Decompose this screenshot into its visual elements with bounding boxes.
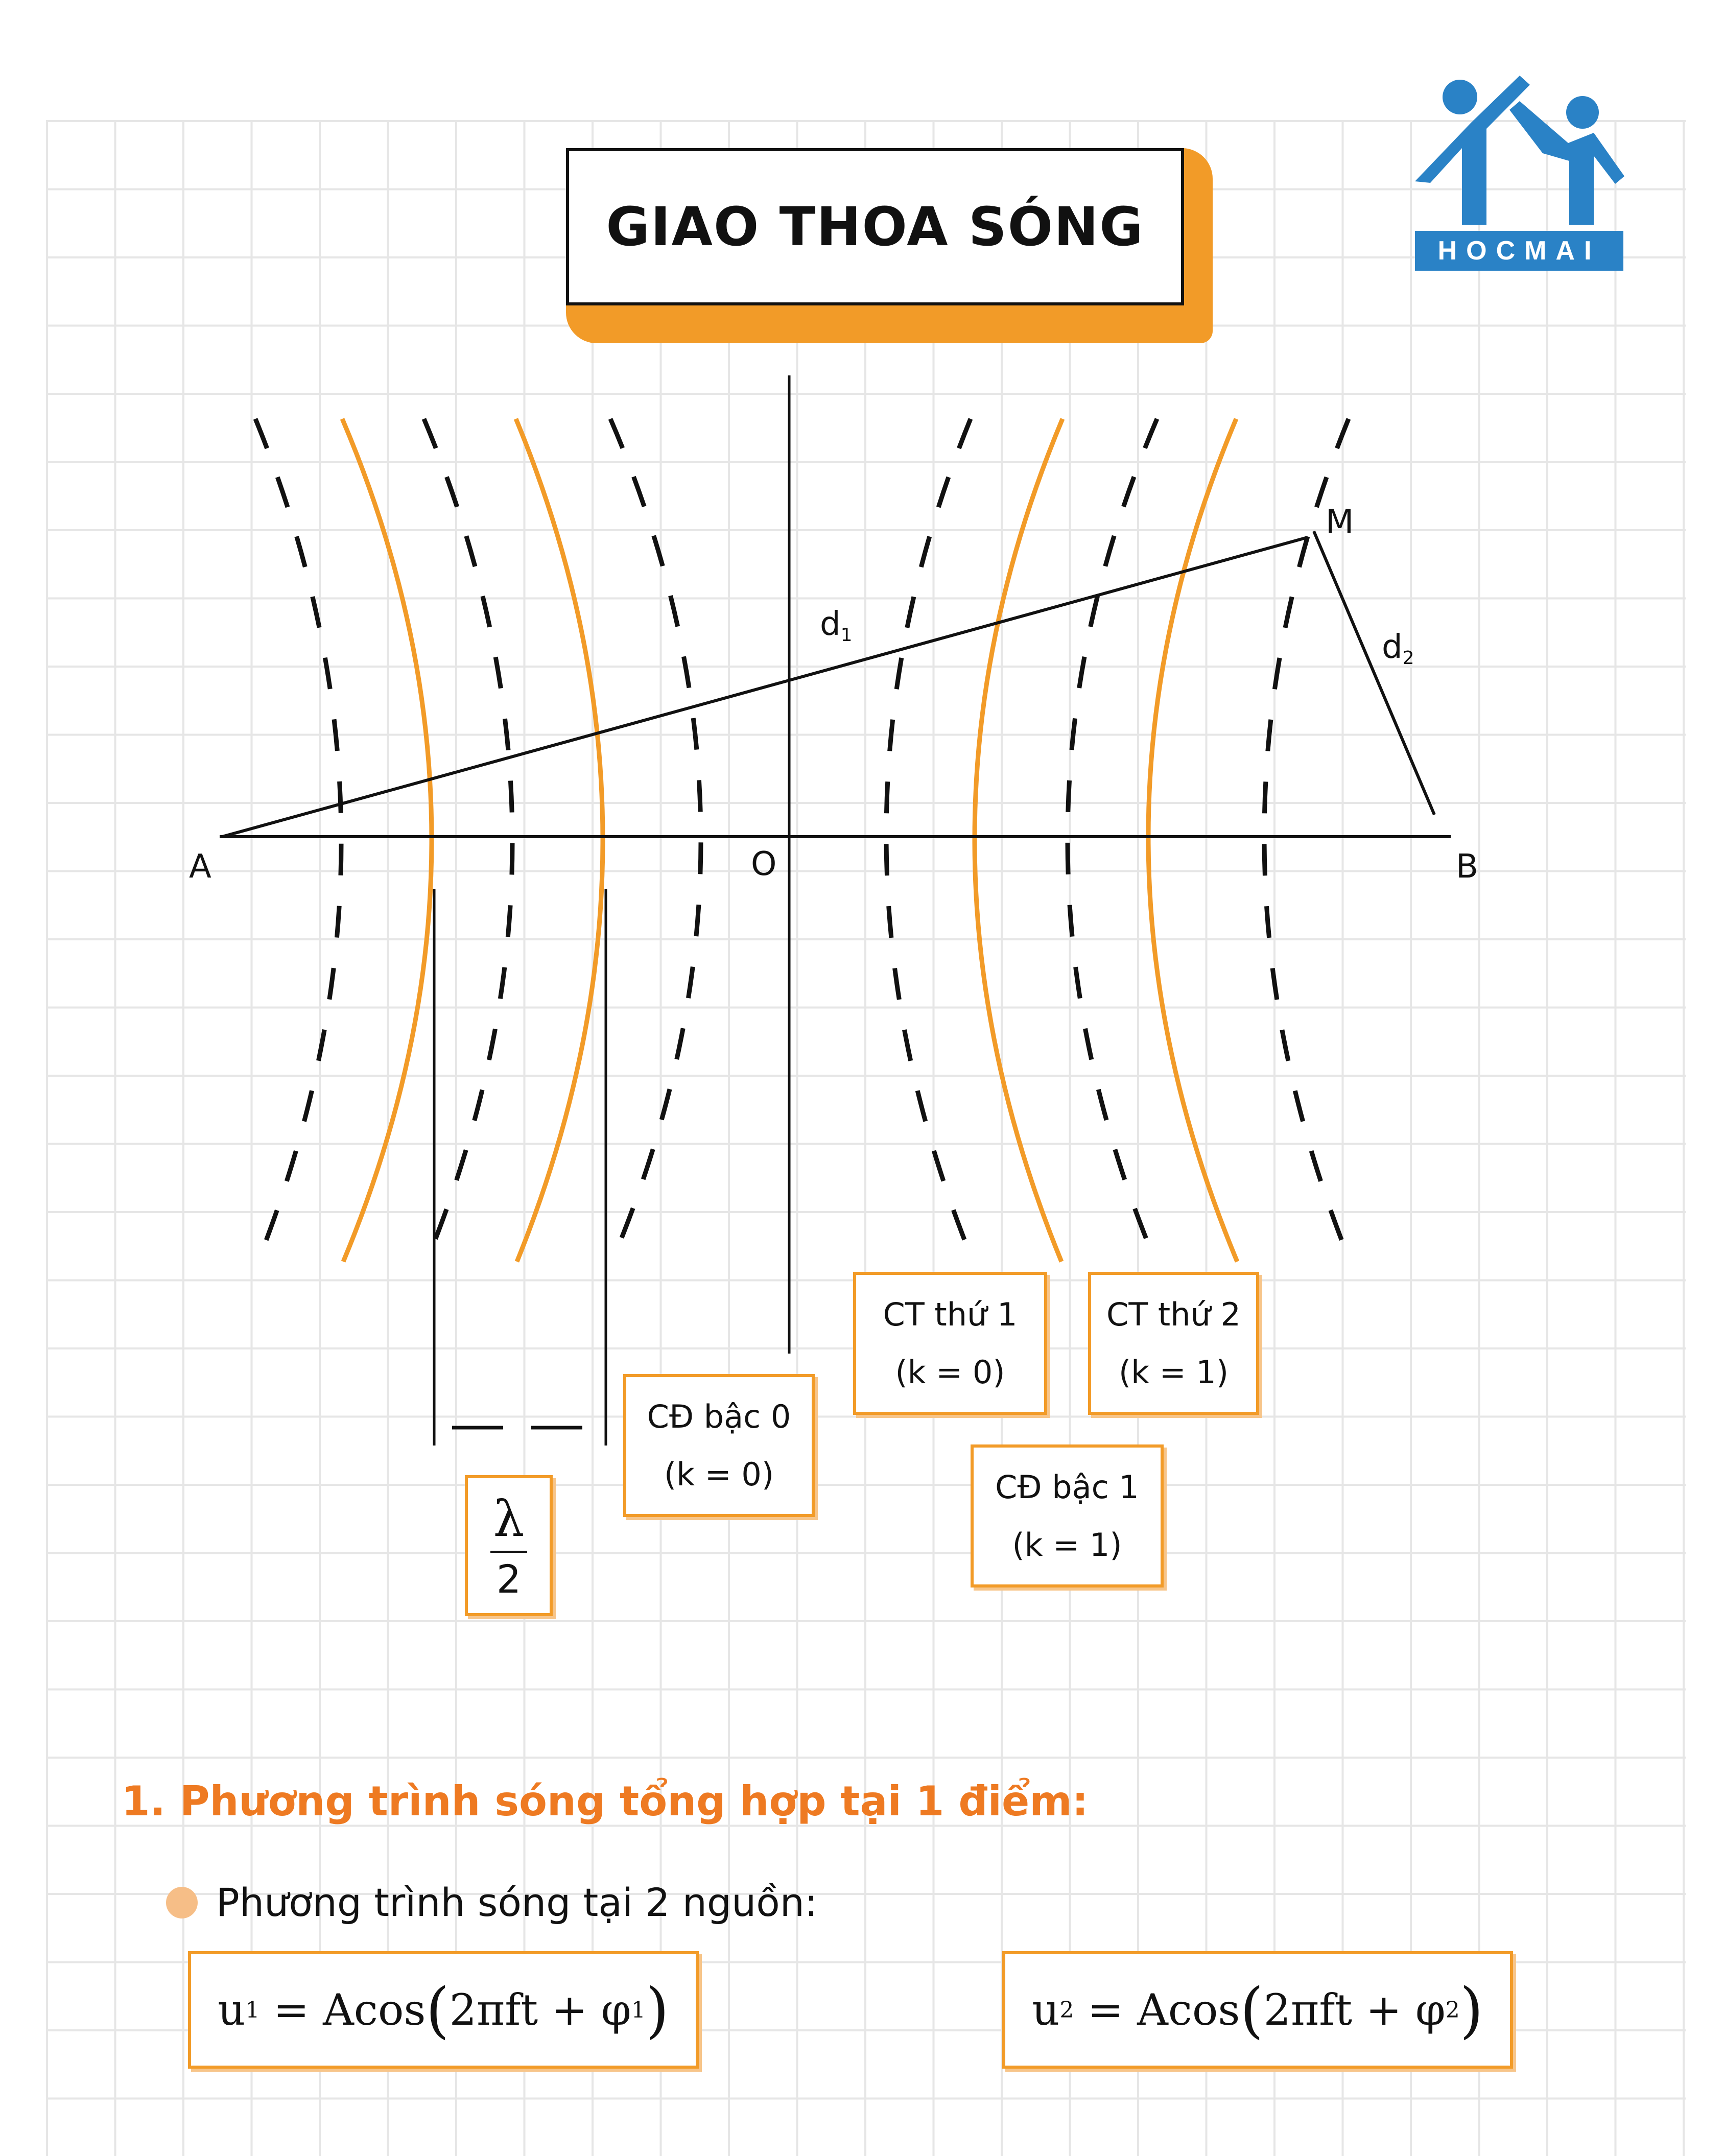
label-m: M — [1326, 503, 1354, 541]
label-d1-letter: d — [820, 605, 841, 643]
lambda-symbol: λ — [493, 1490, 525, 1548]
label-d2-letter: d — [1382, 628, 1403, 666]
logo-text: HOCMAI — [1415, 231, 1623, 271]
line-d2 — [1314, 531, 1434, 815]
antinode-curve-4 — [1148, 419, 1237, 1262]
node-curve-1 — [255, 419, 341, 1262]
node-curve-3 — [610, 419, 701, 1262]
box-antinode-order-0 — [623, 1374, 815, 1517]
antinode-curve-1 — [342, 419, 432, 1262]
half-lambda-box — [465, 1475, 553, 1616]
box-cd1-line2: (k = 1) — [1012, 1526, 1122, 1564]
antinode-curve-3 — [975, 419, 1062, 1262]
box-ct1-line2: (k = 0) — [895, 1354, 1005, 1391]
label-d2-sub: 2 — [1402, 648, 1414, 669]
u2-close-paren-icon: ) — [1459, 1975, 1483, 2045]
u1-open-paren-icon: ( — [426, 1975, 450, 2045]
u2-sub: 2 — [1059, 1997, 1074, 2023]
page-title: GIAO THOA SÓNG — [606, 196, 1144, 258]
u2-mid: = Acos — [1074, 1985, 1240, 2035]
node-curve-5 — [1068, 419, 1157, 1262]
bullet-text: Phương trình sóng tại 2 nguồn: — [216, 1880, 818, 1925]
box-ct2-line1: CT thứ 2 — [1106, 1295, 1241, 1333]
antinode-curve-2 — [516, 419, 603, 1262]
u1-var: u — [218, 1985, 246, 2035]
u1-sub: 1 — [245, 1997, 260, 2023]
label-a: A — [189, 848, 211, 886]
u1-inner: 2πft + φ — [449, 1985, 631, 2035]
label-o: O — [751, 845, 777, 883]
u2-phi-sub: 2 — [1445, 1997, 1460, 2023]
equation-u2 — [1002, 1951, 1513, 2069]
node-curve-4 — [886, 419, 973, 1262]
label-d2 — [1382, 628, 1414, 669]
label-d1 — [820, 605, 853, 646]
box-cd0-line2: (k = 0) — [664, 1456, 774, 1494]
box-ct2-line2: (k = 1) — [1118, 1354, 1229, 1391]
box-minimum-1 — [853, 1272, 1047, 1415]
box-antinode-order-1 — [971, 1444, 1164, 1588]
node-lines-dashed — [255, 419, 1350, 1262]
box-minimum-2 — [1088, 1272, 1259, 1415]
bullet-dot-icon — [166, 1887, 198, 1918]
u2-inner: 2πft + φ — [1263, 1985, 1446, 2035]
u1-phi-sub: 1 — [631, 1997, 646, 2023]
box-cd1-line1: CĐ bậc 1 — [995, 1468, 1139, 1506]
equation-u1 — [188, 1951, 699, 2069]
box-ct1-line1: CT thứ 1 — [883, 1295, 1018, 1333]
fraction-bar — [490, 1551, 527, 1553]
u2-var: u — [1032, 1985, 1060, 2035]
section-heading: 1. Phương trình sóng tổng hợp tại 1 điểm: — [122, 1778, 1089, 1825]
lambda-denominator: 2 — [496, 1556, 522, 1602]
node-curve-2 — [424, 419, 512, 1262]
line-d1 — [222, 537, 1308, 837]
box-cd0-line1: CĐ bậc 0 — [647, 1397, 791, 1435]
u1-close-paren-icon: ) — [645, 1975, 669, 2045]
u2-open-paren-icon: ( — [1240, 1975, 1264, 2045]
bullet-item — [166, 1880, 818, 1925]
u1-mid: = Acos — [259, 1985, 426, 2035]
label-b: B — [1456, 848, 1478, 886]
label-d1-sub: 1 — [840, 625, 853, 646]
